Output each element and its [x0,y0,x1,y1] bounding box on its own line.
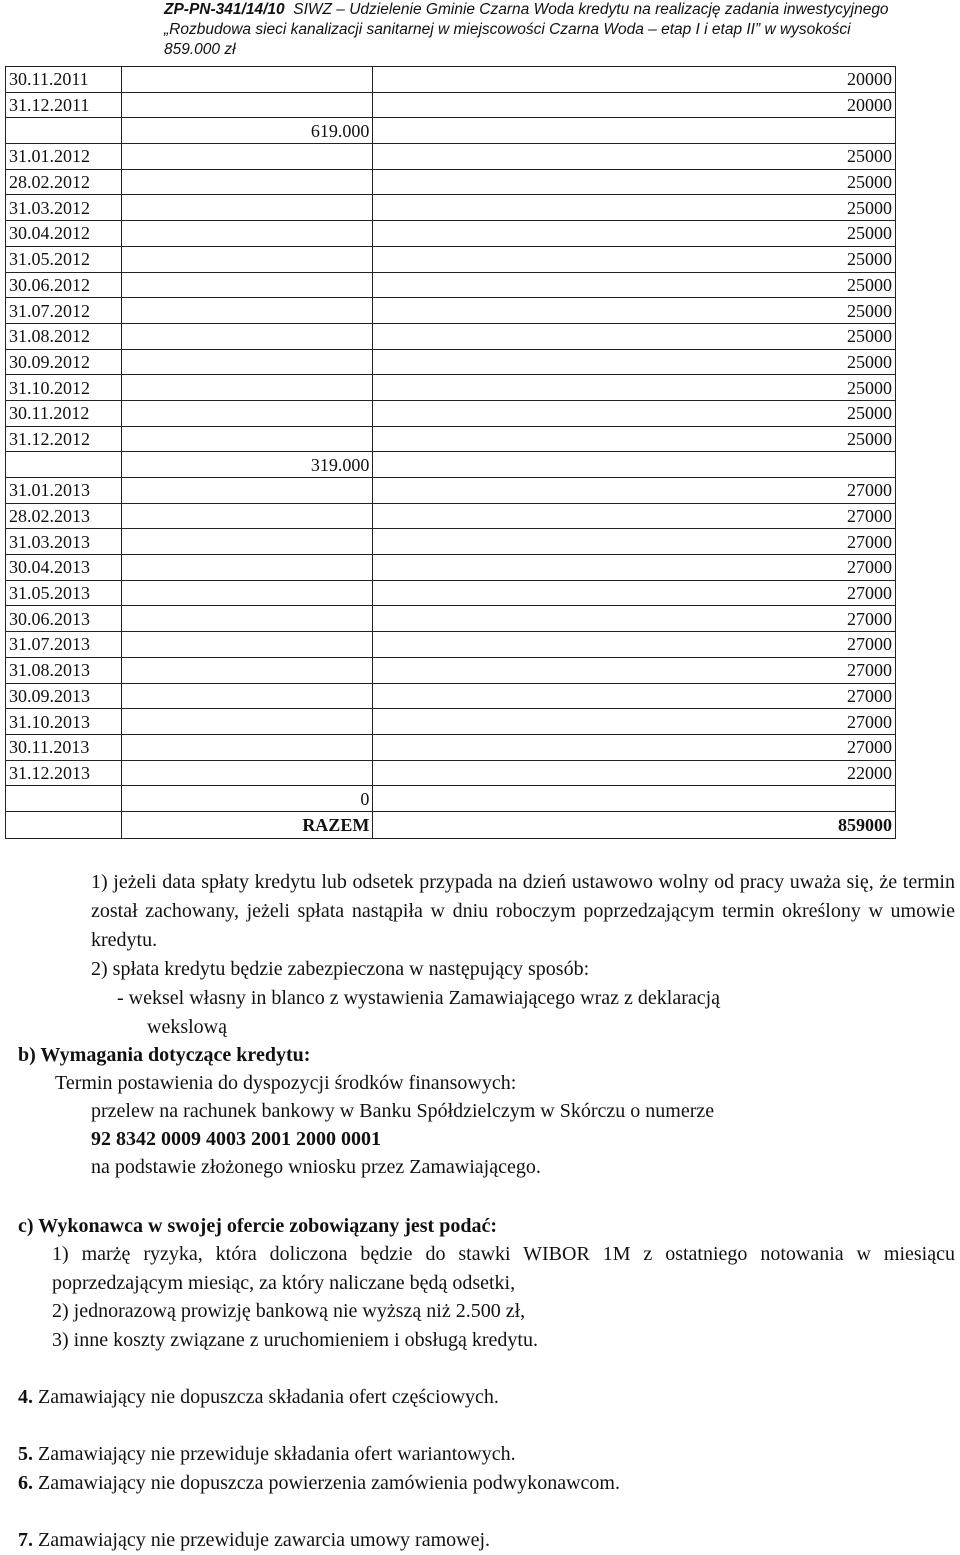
balance-cell [122,580,373,606]
installment-amount-cell: 25000 [373,400,896,426]
table-row [6,734,896,760]
installment-amount-cell: 27000 [373,683,896,709]
header-title: SIWZ – Udzielenie Gminie Czarna Woda kredytu na realizację zadania inwestycyjnego [293,1,889,18]
document-code: ZP-PN-341/14/10 [164,1,285,18]
payment-date-cell: 31.12.2013 [6,760,122,786]
installment-amount-cell: 20000 [373,67,896,93]
installment-amount-cell: 25000 [373,349,896,375]
note-2: 2) spłata kredytu będzie zabezpieczona w następujący sposób: [91,958,590,980]
payment-date-cell [6,452,122,478]
payment-date-cell: 30.06.2013 [6,606,122,632]
installment-amount-cell: 25000 [373,375,896,401]
installment-amount-cell: 27000 [373,709,896,735]
table-row [6,478,896,504]
table-row [6,400,896,426]
payment-date-cell: 31.07.2013 [6,632,122,658]
balance-cell [122,67,373,93]
point-7: 7. Zamawiający nie przewiduje zawarcia umowy ramowej. [18,1529,491,1551]
table-row [6,452,896,478]
balance-cell [122,375,373,401]
installment-amount-cell: 22000 [373,760,896,786]
balance-cell [122,195,373,221]
table-row [6,683,896,709]
balance-cell [122,632,373,658]
installment-amount-cell: 25000 [373,221,896,247]
table-row [6,169,896,195]
installment-amount-cell: 25000 [373,272,896,298]
installment-amount-cell: 27000 [373,632,896,658]
balance-cell [122,169,373,195]
table-row [6,555,896,581]
payment-date-cell: 30.04.2013 [6,555,122,581]
table-row [6,709,896,735]
payment-date-cell: 28.02.2012 [6,169,122,195]
header-line-2: „Rozbudowa sieci kanalizacji sanitarnej w miejscowości Czarna Woda – etap I i etap II” w wysokości [164,21,851,38]
installment-amount-cell: 27000 [373,478,896,504]
header-line-3: 859.000 zł [164,41,236,58]
balance-cell: 619.000 [122,118,373,144]
installment-amount-cell: 25000 [373,144,896,170]
balance-cell [122,709,373,735]
balance-cell [122,92,373,118]
installment-amount-cell: 25000 [373,298,896,324]
section-c-heading: c) Wykonawca w swojej ofercie zobowiązany jest podać: [18,1215,497,1237]
payment-date-cell: 31.10.2013 [6,709,122,735]
table-row [6,323,896,349]
section-b-line-2: przelew na rachunek bankowy w Banku Spółdzielczym w Skórczu o numerze [91,1100,715,1122]
payment-date-cell: 31.08.2012 [6,323,122,349]
section-b-line-3: na podstawie złożonego wniosku przez Zamawiającego. [91,1156,541,1178]
section-b-heading: b) Wymagania dotyczące kredytu: [18,1044,311,1066]
table-row [6,426,896,452]
installment-amount-cell: 27000 [373,606,896,632]
payment-date-cell: 30.11.2013 [6,734,122,760]
payment-date-cell: 30.04.2012 [6,221,122,247]
payment-date-cell: 31.12.2012 [6,426,122,452]
balance-cell [122,246,373,272]
installment-amount-cell [373,452,896,478]
point-6: 6. Zamawiający nie dopuszcza powierzenia zamówienia podwykonawcom. [18,1472,620,1494]
point-5: 5. Zamawiający nie przewiduje składania ofert wariantowych. [18,1443,516,1465]
installment-amount-cell: 25000 [373,195,896,221]
balance-cell [122,426,373,452]
table-row [6,606,896,632]
balance-cell [122,683,373,709]
point-4: 4. Zamawiający nie dopuszcza składania ofert częściowych. [18,1386,499,1408]
table-row [6,580,896,606]
section-c-item-3: 3) inne koszty związane z uruchomieniem i obsługą kredytu. [52,1329,538,1351]
payment-date-cell: 31.01.2012 [6,144,122,170]
total-row [6,811,896,838]
payment-date-cell: 30.09.2012 [6,349,122,375]
balance-cell [122,400,373,426]
note-2b: wekslową [147,1016,227,1038]
total-empty-cell [6,811,122,838]
table-row [6,632,896,658]
balance-cell: 0 [122,786,373,812]
section-c-item-2: 2) jednorazową prowizję bankową nie wyższą niż 2.500 zł, [52,1300,526,1322]
installment-amount-cell: 27000 [373,529,896,555]
payment-date-cell: 31.10.2012 [6,375,122,401]
table-row [6,760,896,786]
table-row [6,349,896,375]
payment-date-cell [6,118,122,144]
table-row [6,375,896,401]
table-row [6,298,896,324]
installment-amount-cell: 27000 [373,657,896,683]
installment-amount-cell [373,118,896,144]
installment-amount-cell: 27000 [373,555,896,581]
balance-cell: 319.000 [122,452,373,478]
note-2a: - weksel własny in blanco z wystawienia Zamawiającego wraz z deklaracją [117,987,721,1009]
installment-amount-cell: 25000 [373,169,896,195]
total-value: 859000 [373,811,896,838]
page-header [164,0,960,60]
table-row [6,221,896,247]
table-row [6,503,896,529]
total-label: RAZEM [122,811,373,838]
payment-date-cell: 30.06.2012 [6,272,122,298]
table-row [6,529,896,555]
payment-date-cell: 30.11.2011 [6,67,122,93]
repayment-schedule-table [5,66,896,839]
installment-amount-cell: 27000 [373,734,896,760]
schedule-body [6,67,896,839]
payment-date-cell: 30.11.2012 [6,400,122,426]
installment-amount-cell: 27000 [373,580,896,606]
installment-amount-cell [373,786,896,812]
section-c-item-1: 1) marżę ryzyka, która doliczona będzie do stawki WIBOR 1M z ostatniego notowania w miesiącu poprzedzającym miesiąc, za który naliczane będą odsetki, [52,1243,955,1294]
payment-date-cell: 31.03.2013 [6,529,122,555]
section-b-line-1: Termin postawienia do dyspozycji środków finansowych: [55,1072,517,1094]
table-row [6,246,896,272]
balance-cell [122,503,373,529]
installment-amount-cell: 20000 [373,92,896,118]
installment-amount-cell: 25000 [373,426,896,452]
table-row [6,272,896,298]
table-row [6,144,896,170]
balance-cell [122,221,373,247]
payment-date-cell: 31.08.2013 [6,657,122,683]
balance-cell [122,760,373,786]
balance-cell [122,606,373,632]
payment-date-cell: 31.03.2012 [6,195,122,221]
balance-cell [122,144,373,170]
installment-amount-cell: 25000 [373,246,896,272]
payment-date-cell: 31.05.2013 [6,580,122,606]
payment-date-cell: 31.07.2012 [6,298,122,324]
table-row [6,195,896,221]
payment-date-cell: 28.02.2013 [6,503,122,529]
balance-cell [122,657,373,683]
table-row [6,92,896,118]
balance-cell [122,734,373,760]
installment-amount-cell: 27000 [373,503,896,529]
balance-cell [122,323,373,349]
header-line-1 [164,0,960,20]
table-row [6,118,896,144]
bank-account-number: 92 8342 0009 4003 2001 2000 0001 [91,1128,381,1150]
payment-date-cell: 31.05.2012 [6,246,122,272]
note-1: 1) jeżeli data spłaty kredytu lub odsetek przypada na dzień ustawowo wolny od pracy uważa się, że termin został zachowany, jeżeli spłata nastąpiła w dniu roboczym poprzedzającym termin określony w umowie kredytu. [91,871,955,951]
table-row [6,657,896,683]
table-row [6,67,896,93]
balance-cell [122,555,373,581]
payment-date-cell: 31.01.2013 [6,478,122,504]
balance-cell [122,272,373,298]
table-row [6,786,896,812]
payment-date-cell: 31.12.2011 [6,92,122,118]
installment-amount-cell: 25000 [373,323,896,349]
balance-cell [122,298,373,324]
payment-date-cell [6,786,122,812]
payment-date-cell: 30.09.2013 [6,683,122,709]
balance-cell [122,349,373,375]
balance-cell [122,478,373,504]
balance-cell [122,529,373,555]
